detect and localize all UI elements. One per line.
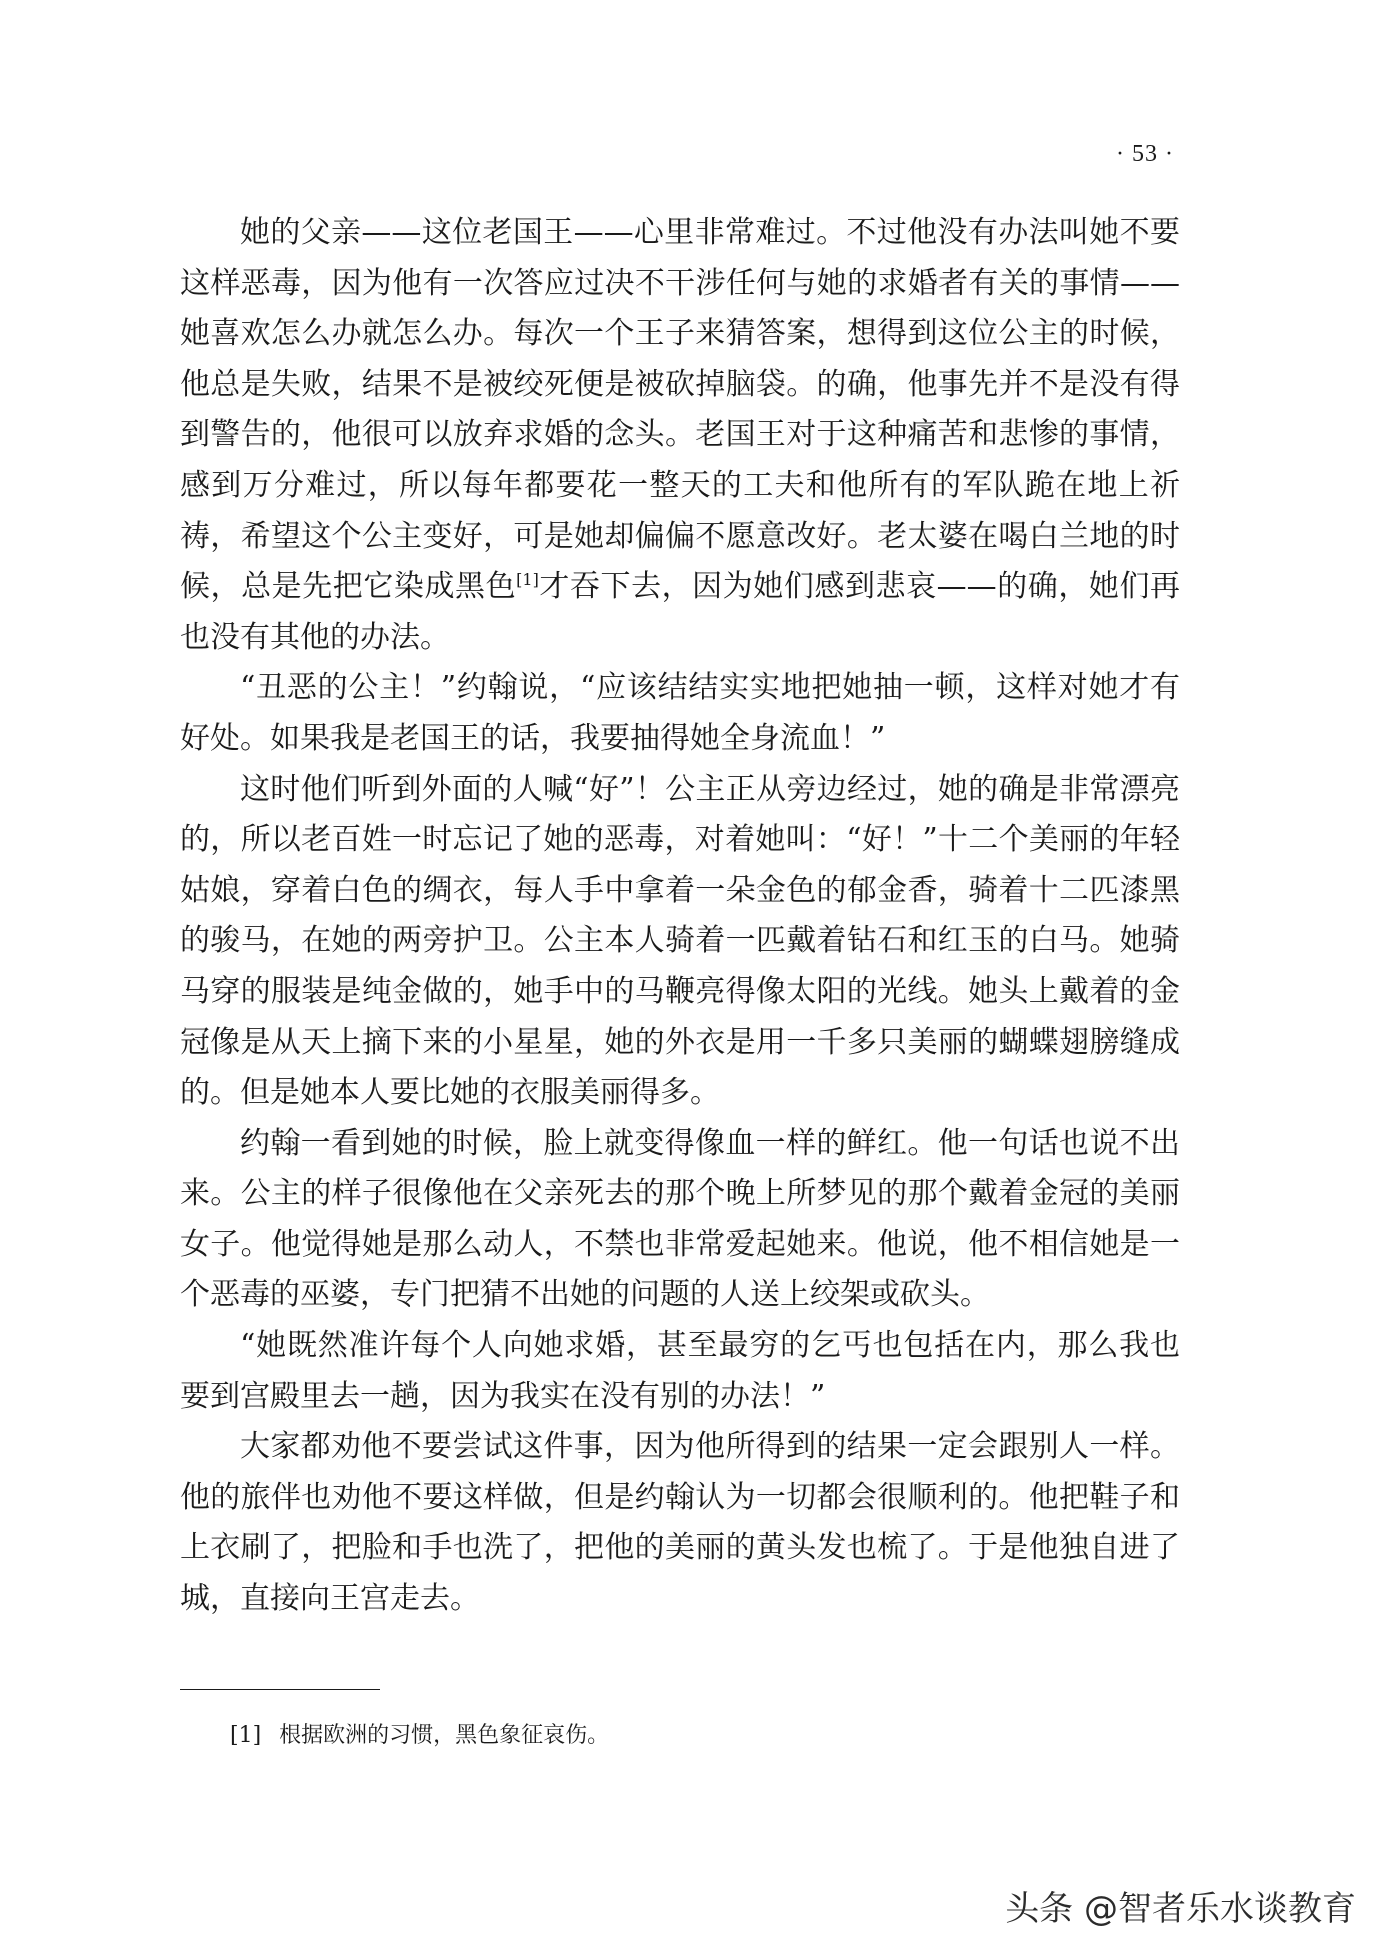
paragraph-2: “丑恶的公主！”约翰说，“应该结结实实地把她抽一顿，这样对她才有好处。如果我是老国王的话，我要抽得她全身流血！” — [180, 670, 1180, 756]
footnote-text: 根据欧洲的习惯，黑色象征哀伤。 — [279, 1723, 610, 1748]
paragraph-3: 这时他们听到外面的人喊“好”！公主正从旁边经过，她的确是非常漂亮的，所以老百姓一时忘记了她的恶毒，对着她叫：“好！”十二个美丽的年轻姑娘，穿着白色的绸衣，每人手中拿着一朵金色的郁金香，骑着十二匹漆黑的骏马，在她的两旁护卫。公主本人骑着一匹戴着钻石和红玉的白马。她骑马穿的服装是纯金做的，她手中的马鞭亮得像太阳的光线。她头上戴着的金冠像是从天上摘下来的小星星，她的外衣是用一千多只美丽的蝴蝶翅膀缝成的。但是她本人要比她的衣服美丽得多。 — [180, 771, 1180, 1111]
paragraph-1-text: 她的父亲——这位老国王——心里非常难过。不过他没有办法叫她不要这样恶毒，因为他有一次答应过决不干涉任何与她的求婚者有关的事情——她喜欢怎么办就怎么办。每次一个王子来猜答案，想得到这位公主的时候，他总是失败，结果不是被绞死便是被砍掉脑袋。的确，他事先并不是没有得到警告的，他很可以放弃求婚的念头。老国王对于这种痛苦和悲惨的事情，感到万分难过，所以每年都要花一整天的工夫和他所有的军队跪在地上祈祷，希望这个公主变好，可是她却偏偏不愿意改好。老太婆在喝白兰地的时候，总是先把它染成黑色 — [180, 215, 1180, 605]
paragraph-4: 约翰一看到她的时候，脸上就变得像血一样的鲜红。他一句话也说不出来。公主的样子很像他在父亲死去的那个晚上所梦见的那个戴着金冠的美丽女子。他觉得她是那么动人，不禁也非常爱起她来。他说，他不相信她是一个恶毒的巫婆，专门把猜不出她的问题的人送上绞架或砍头。 — [180, 1125, 1180, 1313]
paragraph-5: “她既然准许每个人向她求婚，甚至最穷的乞丐也包括在内，那么我也要到宫殿里去一趟，因为我实在没有别的办法！” — [180, 1328, 1180, 1414]
page-number: · 53 · — [1116, 141, 1174, 167]
watermark: 头条 @智者乐水谈教育 — [1005, 1889, 1356, 1929]
paragraph-1-tail: 才吞下去，因为她们感到悲哀——的确，她们再也没有其他的办法。 — [180, 569, 1181, 655]
footnote-mark: [1] — [230, 1723, 262, 1748]
footnote-divider — [180, 1689, 380, 1690]
body-text — [180, 208, 1180, 1625]
footnote — [230, 1721, 609, 1751]
paragraph-1 — [180, 208, 1180, 663]
paragraph-6: 大家都劝他不要尝试这件事，因为他所得到的结果一定会跟别人一样。他的旅伴也劝他不要这样做，但是约翰认为一切都会很顺利的。他把鞋子和上衣刷了，把脸和手也洗了，把他的美丽的黄头发也梳了。于是他独自进了城，直接向王宫走去。 — [180, 1429, 1180, 1617]
footnote-reference: [1] — [516, 570, 539, 590]
